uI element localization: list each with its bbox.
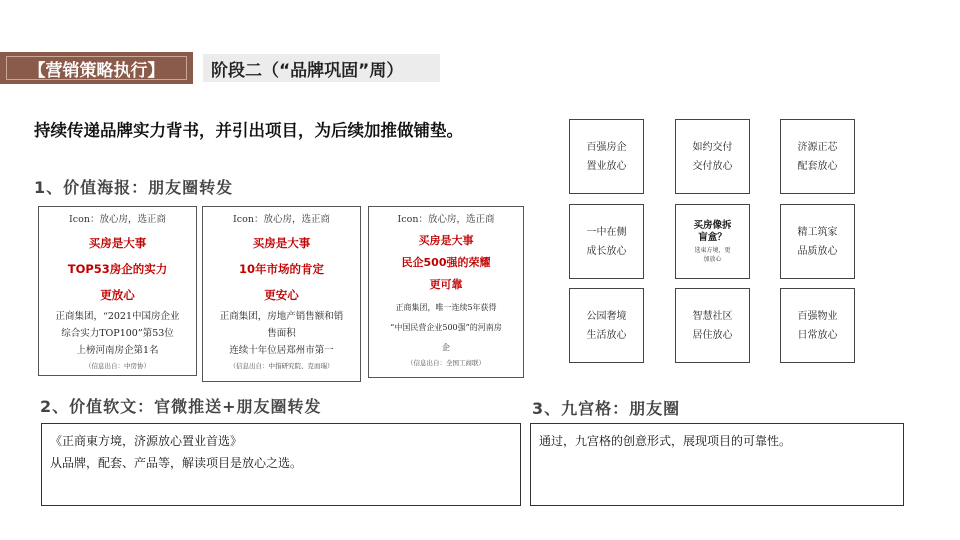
poster-body-line: 综合实力TOP100”第53位 <box>61 328 174 339</box>
poster-red-line: 买房是大事 <box>418 234 474 247</box>
grid-cell-4 <box>569 204 644 279</box>
poster-red-line: 民企500强的荣耀 <box>401 256 491 269</box>
soft-article-desc: 从品牌，配套、产品等，解读项目是放心之选。 <box>50 456 303 470</box>
grid-cell-line: 成长放心 <box>586 245 627 257</box>
poster-red-line: 买房是大事 <box>252 236 311 250</box>
grid-cell-line: 公园奢境 <box>586 310 627 322</box>
grid-cell-7 <box>569 288 644 363</box>
poster-red-line: 更放心 <box>100 288 135 302</box>
grid-cell-line: 置业放心 <box>586 160 627 172</box>
grid-cell-line: 精工筑家 <box>797 226 838 238</box>
section-tag-label: 【营销策略执行】 <box>6 56 187 80</box>
grid-center-subtitle-line: 加放心 <box>703 255 722 263</box>
section3-title: 3、九宫格：朋友圈 <box>532 399 681 418</box>
grid-cell-line: 居住放心 <box>692 329 733 341</box>
nine-grid-desc-box <box>530 423 904 506</box>
soft-article-title: 《正商東方境，济源放心置业首选》 <box>50 434 243 448</box>
grid-cell-line: 济源正芯 <box>797 141 838 153</box>
grid-cell-2 <box>675 119 750 194</box>
grid-cell-line: 百强房企 <box>586 141 627 153</box>
grid-cell-line: 百强物业 <box>797 310 838 322</box>
grid-cell-1 <box>569 119 644 194</box>
grid-cell-line: 配套放心 <box>797 160 838 172</box>
value-poster-1 <box>38 206 197 376</box>
poster-body-line: 企 <box>442 343 450 352</box>
grid-cell-line: 生活放心 <box>586 329 627 341</box>
headline: 持续传递品牌实力背书，并引出项目，为后续加推做铺垫。 <box>34 121 463 140</box>
grid-center-title: 买房像拆 <box>693 219 732 231</box>
grid-cell-line: 如约交付 <box>692 141 733 153</box>
nine-grid-desc: 通过，九宫格的创意形式，展现项目的可靠性。 <box>539 434 792 448</box>
poster-source: （信息出自：中指研究院、克而瑞） <box>229 362 334 370</box>
grid-cell-8 <box>675 288 750 363</box>
value-poster-2 <box>202 206 361 382</box>
value-poster-3 <box>368 206 524 378</box>
grid-cell-line: 智慧社区 <box>692 310 733 322</box>
poster-red-line: 更可靠 <box>429 278 463 291</box>
section-tag <box>0 52 193 84</box>
grid-cell-line: 日常放心 <box>797 329 838 341</box>
poster-red-line: 10年市场的肯定 <box>238 262 324 276</box>
grid-center-title: 盲盒？ <box>698 231 727 243</box>
poster-icon-text: Icon：放心房，选正商 <box>233 214 330 225</box>
poster-red-line: TOP53房企的实力 <box>67 262 168 276</box>
poster-red-line: 更安心 <box>264 288 299 302</box>
poster-icon-text: Icon：放心房，选正商 <box>397 214 495 225</box>
grid-center-subtitle <box>694 246 730 264</box>
poster-red-line: 买房是大事 <box>88 236 147 250</box>
stage-label: 阶段二（“品牌巩固”周） <box>203 54 440 82</box>
grid-cell-center <box>675 204 750 279</box>
grid-cell-line: 品质放心 <box>797 245 838 257</box>
poster-body-line: 上榜河南房企第1名 <box>76 345 159 356</box>
grid-cell-6 <box>780 204 855 279</box>
section2-title: 2、价值软文：官微推送+朋友圈转发 <box>40 397 322 416</box>
poster-source: （信息出自：全国工商联） <box>407 359 485 367</box>
poster-icon-text: Icon：放心房，选正商 <box>69 214 166 225</box>
grid-cell-line: 一中在侧 <box>586 226 627 238</box>
grid-cell-3 <box>780 119 855 194</box>
poster-body-line: “中国民营企业500强”的河南房 <box>390 323 502 332</box>
poster-body-line: 正商集团，“2021中国房企业 <box>55 311 180 322</box>
grid-center-subtitle-line: 选東方境，更 <box>694 246 731 254</box>
grid-cell-9 <box>780 288 855 363</box>
poster-source: （信息出自：中房协） <box>85 362 150 370</box>
section1-title: 1、价值海报：朋友圈转发 <box>34 178 234 197</box>
grid-cell-line: 交付放心 <box>692 160 733 172</box>
poster-body-line: 正商集团，唯一连续5年获得 <box>395 303 497 312</box>
soft-article-box <box>41 423 521 506</box>
poster-body-line: 连续十年位居郑州市第一 <box>229 345 334 356</box>
poster-body-line: 售面积 <box>267 328 296 339</box>
poster-body-line: 正商集团，房地产销售额和销 <box>219 311 344 322</box>
